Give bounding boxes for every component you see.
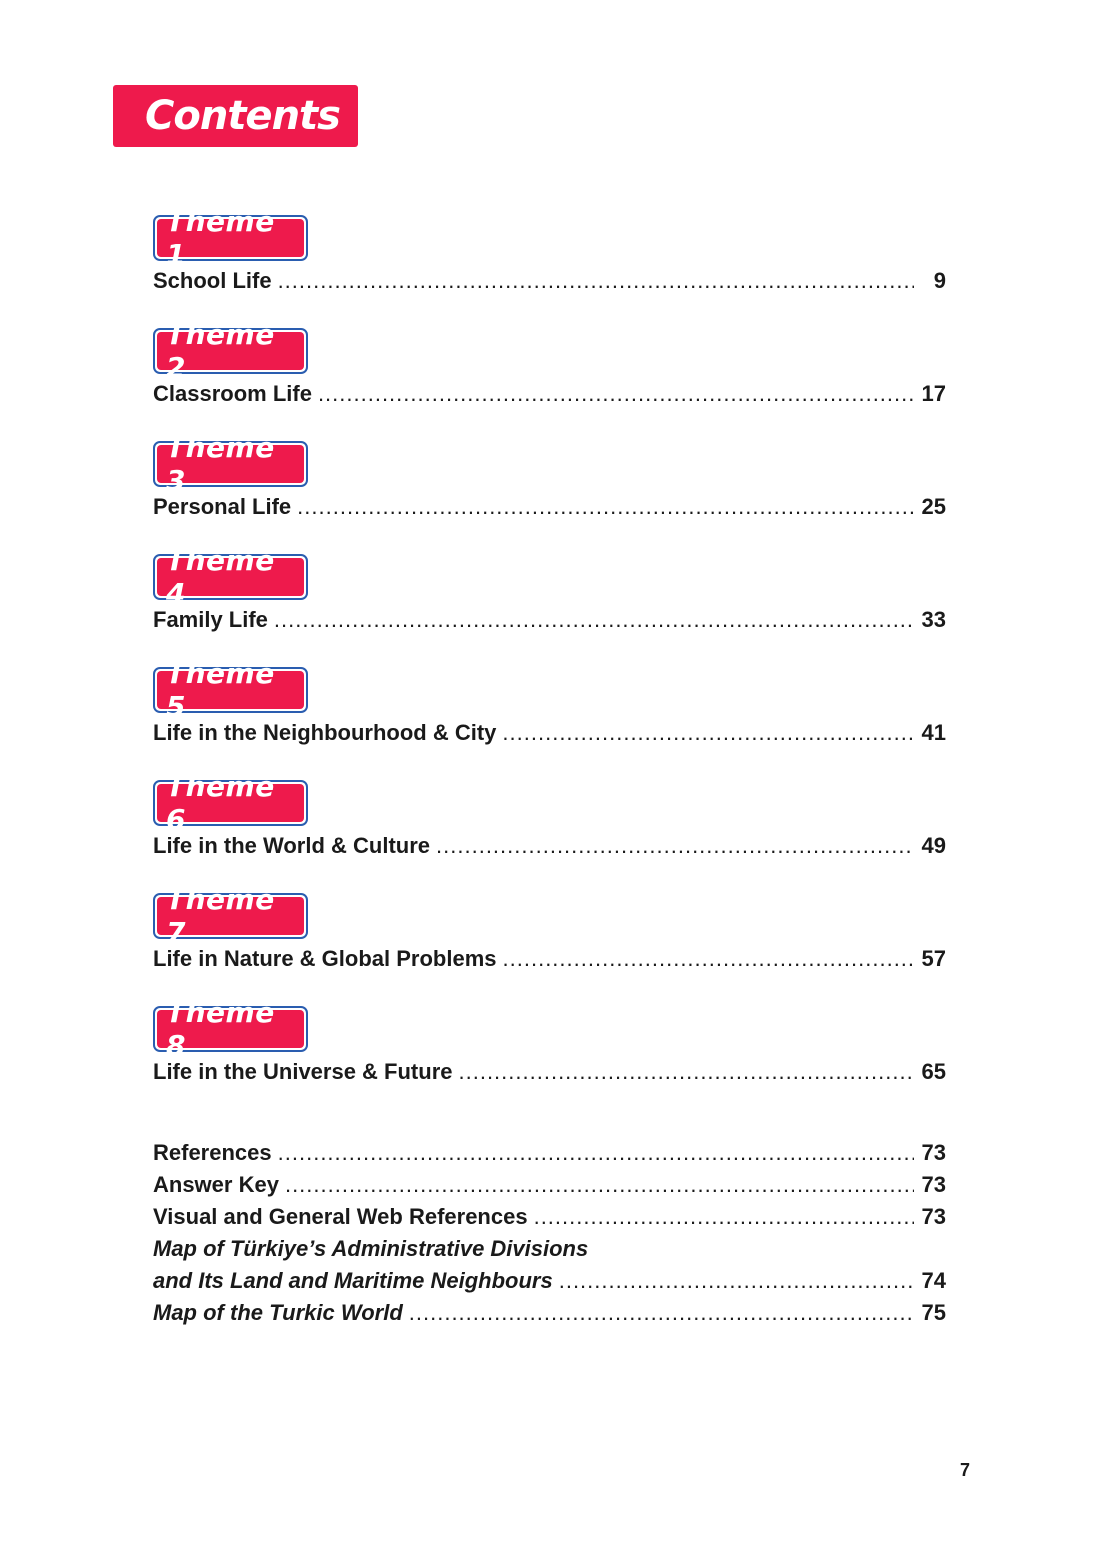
theme-badge (153, 770, 308, 836)
dot-leader (502, 717, 914, 749)
appendix-list (153, 1137, 946, 1329)
theme-block-4 (153, 544, 946, 667)
theme-block-6 (153, 770, 946, 893)
toc-entry-title: Map of the Turkic World (153, 1300, 403, 1325)
theme-block-7 (153, 883, 946, 1006)
toc-entry-title: Visual and General Web References (153, 1204, 528, 1229)
theme-badge-label: Theme 5 (166, 657, 275, 723)
theme-badge (153, 318, 308, 384)
dot-leader (459, 1056, 915, 1088)
dot-leader (503, 943, 914, 975)
toc-entry-web-references[interactable] (153, 1201, 946, 1233)
theme-badge (153, 431, 308, 497)
toc-entry-title: Answer Key (153, 1172, 279, 1197)
toc-entry-family-life[interactable] (153, 604, 946, 636)
theme-badge (153, 657, 308, 723)
toc-entry-page: 73 (921, 1204, 946, 1229)
contents-banner (113, 85, 358, 147)
theme-block-8 (153, 996, 946, 1119)
toc-entry-page: 73 (921, 1172, 946, 1197)
toc-entry-classroom-life[interactable] (153, 378, 946, 410)
toc-entry-page: 25 (921, 494, 946, 519)
dot-leader (409, 1297, 914, 1329)
toc-entry-title: Personal Life (153, 494, 292, 519)
theme-block-5 (153, 657, 946, 780)
toc-entry-page: 9 (933, 268, 946, 293)
toc-entry-page: 49 (921, 833, 946, 858)
theme-badge (153, 996, 308, 1062)
dot-leader (297, 491, 914, 523)
toc-entry-page: 65 (921, 1059, 946, 1084)
toc-entry-personal-life[interactable] (153, 491, 946, 523)
toc-entry-map-turkic-world[interactable] (153, 1297, 946, 1329)
toc-entry-answer-key[interactable] (153, 1169, 946, 1201)
theme-badge-label: Theme 7 (166, 883, 275, 949)
theme-badge (153, 205, 308, 271)
theme-badge (153, 883, 308, 949)
theme-badge-label: Theme 1 (166, 205, 275, 271)
dot-leader (318, 378, 914, 410)
theme-block-1 (153, 205, 946, 328)
theme-badge-label: Theme 3 (166, 431, 275, 497)
dot-leader (278, 1137, 914, 1169)
toc-entry-nature-global-problems[interactable] (153, 943, 946, 975)
theme-block-3 (153, 431, 946, 554)
dot-leader (534, 1201, 914, 1233)
theme-badge-label: Theme 4 (166, 544, 275, 610)
toc-entry-page: 74 (921, 1268, 946, 1293)
theme-badge-label: Theme 8 (166, 996, 275, 1062)
theme-badge (153, 544, 308, 610)
theme-badge-label: Theme 6 (166, 770, 275, 836)
toc-entry-page: 57 (921, 946, 946, 971)
toc-entry-world-culture[interactable] (153, 830, 946, 862)
theme-badge-label: Theme 2 (166, 318, 275, 384)
theme-block-2 (153, 318, 946, 441)
toc-entry-title: Family Life (153, 607, 268, 632)
toc-entry-title: Life in Nature & Global Problems (153, 946, 497, 971)
toc-entry-page: 17 (921, 381, 946, 406)
toc-entry-map-turkiye-line1[interactable]: Map of Türkiye’s Administrative Divisions (153, 1236, 589, 1261)
dot-leader (436, 830, 914, 862)
dot-leader (559, 1265, 914, 1297)
toc-entry-page: 75 (921, 1300, 946, 1325)
table-of-contents (153, 205, 946, 1329)
toc-entry-title: References (153, 1140, 272, 1165)
toc-entry-neighbourhood-city[interactable] (153, 717, 946, 749)
toc-entry-page: 33 (921, 607, 946, 632)
toc-entry-school-life[interactable] (153, 265, 946, 297)
toc-entry-title: Classroom Life (153, 381, 312, 406)
page-title: Contents (145, 93, 340, 139)
toc-entry-title: Life in the World & Culture (153, 833, 431, 858)
toc-entry-universe-future[interactable] (153, 1056, 946, 1088)
toc-entry-references[interactable] (153, 1137, 946, 1169)
toc-entry-title: Life in the Universe & Future (153, 1059, 453, 1084)
toc-entry-page: 73 (921, 1140, 946, 1165)
dot-leader (278, 265, 914, 297)
dot-leader (285, 1169, 914, 1201)
toc-entry-title: Life in the Neighbourhood & City (153, 720, 497, 745)
toc-entry-map-turkiye[interactable] (153, 1265, 946, 1297)
page-number: 7 (959, 1460, 970, 1480)
toc-entry-title: School Life (153, 268, 272, 293)
toc-entry-page: 41 (921, 720, 946, 745)
dot-leader (274, 604, 914, 636)
toc-entry-title: and Its Land and Maritime Neighbours (153, 1268, 553, 1293)
